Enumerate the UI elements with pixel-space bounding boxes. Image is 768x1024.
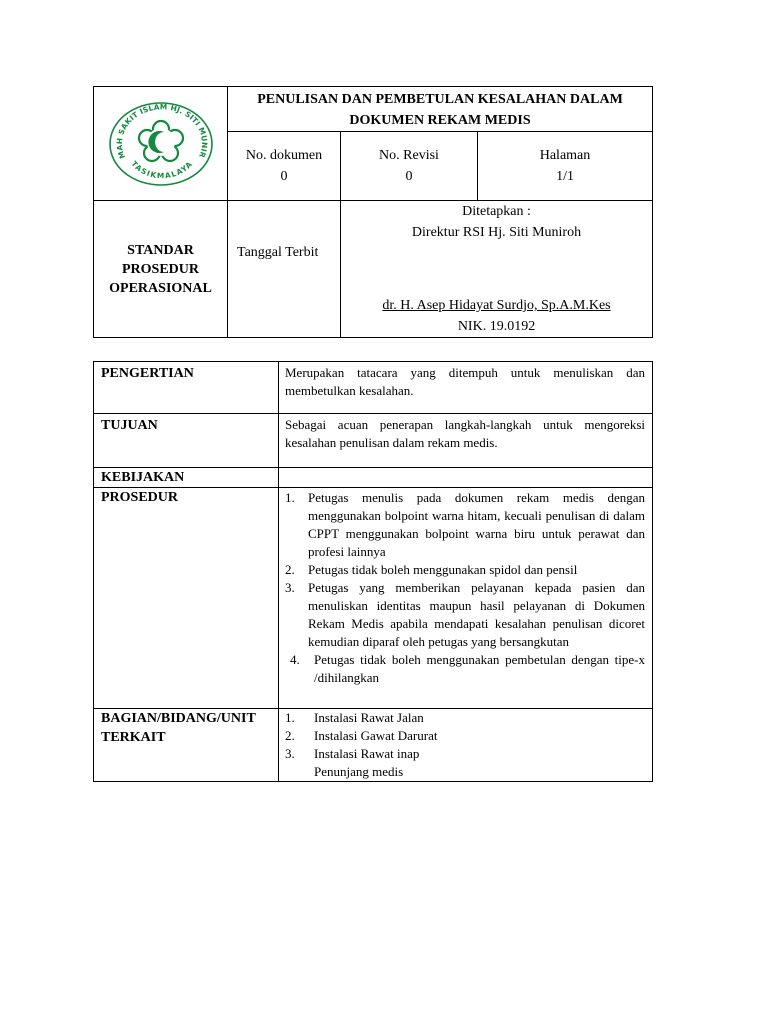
signature-space [341, 243, 652, 295]
svg-text:TASIKMALAYA: TASIKMALAYA [129, 159, 194, 181]
list-item: 3. Petugas yang memberikan pelayanan kepada pasien dan menuliskan identitas maupun hasil pelayanan di Dokumen Rekam Medis apabila mendapati kesalahan penulisan dicoret kemudian diparaf oleh petugas yang bersangkutan [285, 580, 645, 649]
tanggal-terbit-cell: Tanggal Terbit [228, 201, 341, 338]
sop-label-cell: STANDAR PROSEDUR OPERASIONAL [94, 201, 228, 338]
hospital-logo [102, 96, 220, 186]
tujuan-label: TUJUAN [94, 414, 279, 468]
list-item: 4. Petugas tidak boleh menggunakan pembetulan dengan tipe-x /dihilangkan [290, 652, 645, 685]
kebijakan-label: KEBIJAKAN [94, 468, 279, 488]
bagian-list-cell [279, 709, 653, 782]
list-item: 2. Instalasi Gawat Darurat [285, 728, 438, 743]
list-item: 3. Instalasi Rawat inap [285, 746, 420, 761]
prosedur-label: PROSEDUR [94, 488, 279, 709]
signatory-name: dr. H. Asep Hidayat Surdjo, Sp.A.M.Kes [382, 298, 611, 313]
no-revisi-cell: No. Revisi 0 [341, 132, 478, 201]
logo-cell [94, 87, 228, 201]
pengertian-text: Merupakan tatacara yang ditempuh untuk menuliskan dan membetulkan kesalahan. [279, 362, 653, 414]
signatory-nik: NIK. 19.0192 [457, 319, 536, 334]
list-item: 2. Petugas tidak boleh menggunakan spidol dan pensil [285, 562, 578, 577]
list-item: 1. Instalasi Rawat Jalan [285, 710, 424, 725]
list-item: 1. Petugas menulis pada dokumen rekam medis dengan menggunakan bolpoint warna hitam, kecuali penulisan di dalam CPPT menggunakan bolpoint warna biru untuk perawat dan profesi lainnya [285, 490, 645, 559]
bagian-list [285, 709, 645, 763]
prosedur-list [285, 489, 645, 687]
tujuan-text: Sebagai acuan penerapan langkah-langkah untuk mengoreksi kesalahan penulisan dalam rekam medis. [279, 414, 653, 468]
sop-content-table [93, 361, 653, 782]
pengertian-label: PENGERTIAN [94, 362, 279, 414]
kebijakan-text [279, 468, 653, 488]
bagian-label: BAGIAN/BIDANG/UNIT TERKAIT [94, 709, 279, 782]
bagian-extra: Penunjang medis [314, 764, 404, 779]
sop-header-table [93, 86, 653, 338]
prosedur-list-cell [279, 488, 653, 709]
halaman-cell: Halaman 1/1 [478, 132, 653, 201]
no-dokumen-cell: No. dokumen 0 [228, 132, 341, 201]
svg-text:RUMAH SAKIT ISLAM HJ. SITI MUN: MAH SAKIT ISLAM HJ. SITI MUNIR [114, 102, 209, 160]
ditetapkan-cell: Ditetapkan : Direktur RSI Hj. Siti Muniroh dr. H. Asep Hidayat Surdjo, Sp.A.M.Kes NIK. 19.0192 [341, 201, 653, 338]
document-title: PENULISAN DAN PEMBETULAN KESALAHAN DALAM DOKUMEN REKAM MEDIS [228, 87, 653, 132]
